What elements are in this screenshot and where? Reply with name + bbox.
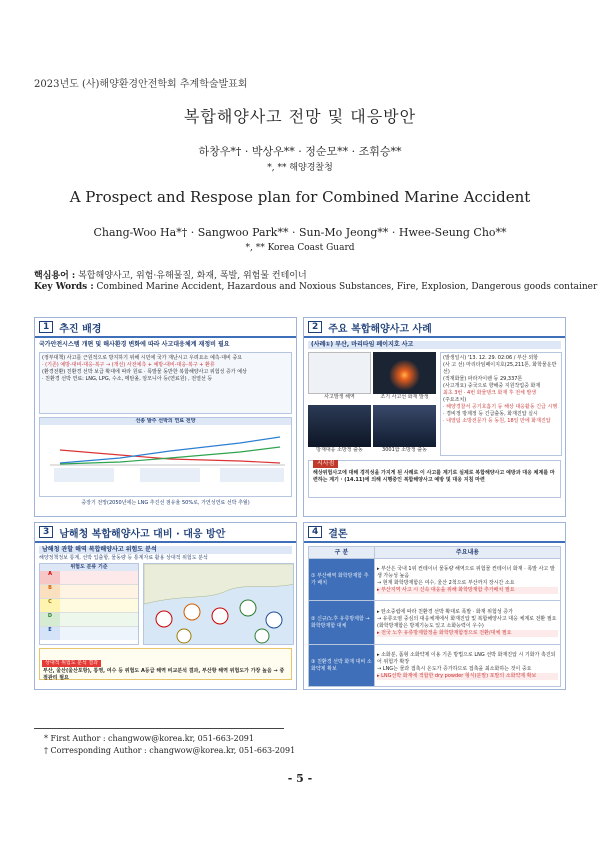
risk-map-graphic xyxy=(144,564,294,645)
map-land xyxy=(144,564,294,604)
case-actions-label: (주요조치) xyxy=(443,397,467,403)
risk-level-d xyxy=(40,613,138,627)
photo-caption: 사고발생 해역 xyxy=(324,394,355,400)
affiliation-english: *, ** Korea Coast Guard xyxy=(245,243,355,253)
case-summary-detail: 최초 3번 · 4번 화물탱크 화재 후 전체 발생 xyxy=(443,390,537,396)
keywords-english-text: Combined Marine Accident, Hazardous and Noxious Substances, Fire, Explosion, Dangerous goods container xyxy=(96,282,598,292)
photo-fire-image xyxy=(373,352,436,394)
chart-note-3 xyxy=(220,468,284,482)
panel-background xyxy=(34,317,297,517)
case-action-1: · 해양경찰서 공기호흡기 등 해상 대응활동 긴급 시행 xyxy=(443,404,558,410)
panel-title: 추진 배경 xyxy=(59,323,102,335)
risk-analysis-body xyxy=(39,563,292,645)
affiliation-korean: *, ** 해양경찰청 xyxy=(267,163,333,173)
risk-legend-title: 위험도 분류 기준 xyxy=(40,564,138,571)
background-lead: 국가안전시스템 개편 및 해사환경 변화에 따라 사고대응체계 재정비 필요 xyxy=(39,341,230,348)
row-label: ① 부산해역 화학방재함 추가 배치 xyxy=(309,559,375,601)
case-label: (사례①) 부산, 마리타임 페이지호 사고 xyxy=(308,341,561,349)
panel-title: 결론 xyxy=(328,528,348,540)
table-head-content: 주요내용 xyxy=(375,547,561,559)
keywords-korean-text: 복합해양사고, 위험·유해물질, 화재, 폭발, 위험물 컨테이너 xyxy=(78,271,307,281)
table-row xyxy=(309,601,561,645)
risk-level-d-label: D xyxy=(40,613,60,626)
panel-number: 2 xyxy=(308,321,322,333)
row-note: ▸ 부산지역 사고 시 신속 대응을 위해 화학방재함 추가배치 필요 xyxy=(377,587,558,594)
lesson-box xyxy=(308,460,561,498)
chart-note-2 xyxy=(140,468,200,482)
fuel-chart-caption: 중장기 전망(2050년에는 LNG 추진선 점유율 50%로, 가연성연료 선박 추월) xyxy=(81,500,250,506)
row-subtext: → LNG는 물과 접촉시 온도가 증가하므로 접촉을 최소화하는 것이 중요 xyxy=(377,665,532,672)
map-marker xyxy=(184,604,200,620)
table-row xyxy=(309,559,561,601)
map-marker xyxy=(177,629,191,643)
case-body xyxy=(304,352,565,456)
row-content xyxy=(375,645,561,687)
case-ship: (사 고 선) 마리타임페이지호(25,211톤, 화학물운반선) xyxy=(443,362,557,375)
map-marker xyxy=(212,608,228,624)
case-datetime: (발생일시) '13. 12. 29. 02:06 / 부산 외항 xyxy=(443,355,538,361)
fuel-chart-graphic xyxy=(40,425,292,485)
map-marker xyxy=(156,611,172,627)
photo-caption: 조기 사고선 화재 발생 xyxy=(380,394,429,400)
panel-cases xyxy=(303,317,566,517)
risk-level-b xyxy=(40,585,138,599)
background-bullets xyxy=(39,352,292,414)
row-text: ▸ 탄소중립에 따라 친환경 선박 확대로 폭발 · 화재 위험성 증가 xyxy=(377,608,513,615)
risk-level-d-desc xyxy=(60,613,138,626)
authors-korean: 하창우*† · 박상우** · 정순모** · 조휘승** xyxy=(198,145,402,158)
risk-level-e-desc xyxy=(60,627,138,640)
lesson-text: 해상위험사고에 대해 경직성을 가지게 된 사례로 이 사고를 계기로 실제로 복합해양사고 예방과 대응 체계를 마련하는 계기 · (14.11)에 의해 시행중인 복합해양사고 예방 및 대응 지침 마련 xyxy=(313,470,555,483)
table-header-row xyxy=(309,547,561,559)
page-number: - 5 - xyxy=(287,772,313,785)
bullet-fuels: · 친환경 선박 연료: LNG, LPG, 수소, 메탄올, 암모니아 등(연료원) , 전열선 등 xyxy=(42,376,213,382)
row-content xyxy=(375,601,561,645)
map-marker xyxy=(240,600,256,616)
panel-number: 3 xyxy=(39,526,53,538)
risk-legend xyxy=(39,563,139,645)
case-action-2: · 경비정 방제정 등 긴급출동, 화재진압 실시 xyxy=(443,411,538,417)
risk-level-b-label: B xyxy=(40,585,60,598)
risk-level-c xyxy=(40,599,138,613)
risk-level-a-desc xyxy=(60,571,138,584)
panel-title: 주요 복합해양사고 사례 xyxy=(328,323,432,335)
panel-response xyxy=(34,522,297,690)
photo-fire xyxy=(373,352,436,403)
title-korean: 복합해양사고 전망 및 대응방안 xyxy=(183,107,417,126)
panel-header xyxy=(304,318,565,338)
risk-map xyxy=(143,563,294,645)
photo-accident-area xyxy=(308,352,371,403)
footnote-corresponding-author: † Corresponding Author : changwow@korea.kr, 051-663-2091 xyxy=(44,746,296,755)
bullet-policy-change: · (기존) 예방-대비-대응-복구 → (개선) 사전예측 + 예방-대비-대응-복구 + 환류 xyxy=(42,362,215,368)
row-text: ▸ 소화분, 폼형 소화약제 이용 기존 방법으로 LNG 선박 화재진압 시 기화가 촉진되어 위험가 확장 xyxy=(377,651,556,665)
table-head-category: 구 분 xyxy=(309,547,375,559)
risk-level-c-label: C xyxy=(40,599,60,612)
case-info xyxy=(440,352,562,456)
risk-level-c-desc xyxy=(60,599,138,612)
fuel-chart-title: 선종 발주 선박의 연료 전망 xyxy=(40,418,291,425)
keywords-english xyxy=(34,282,597,292)
photo-response-2 xyxy=(373,405,436,456)
panel-number: 4 xyxy=(308,526,322,538)
photo-response-image xyxy=(373,405,436,447)
photo-response-1 xyxy=(308,405,371,456)
conference-header: 2023년도 (사)해양환경안전학회 추계학술발표회 xyxy=(34,79,248,90)
fuel-chart xyxy=(39,417,292,497)
risk-level-e xyxy=(40,627,138,640)
bullet-policy: (정부대책) 사고를 근원적으로 방지하기 위해 시민에 국가 재난시고 우려요소 예측·대비 중요 xyxy=(42,355,243,361)
conclusion-table xyxy=(308,546,561,687)
keywords-korean xyxy=(34,268,307,281)
risk-analysis-title: 남해청 관할 해역 복합해양사고 위험도 분석 xyxy=(39,546,292,554)
table-row xyxy=(309,645,561,687)
row-label: ② 신규/노후 유류방제함 → 화학방재함 대체 xyxy=(309,601,375,645)
authors-english: Chang-Woo Ha*† · Sangwoo Park** · Sun-Mo Jeong** · Hwee-Seung Cho** xyxy=(93,226,507,239)
panel-header xyxy=(35,523,296,543)
panel-header xyxy=(35,318,296,338)
photo-caption: 3001함 소방정 출동 xyxy=(382,447,427,453)
panel-header xyxy=(304,523,565,543)
row-note: ▸ LNG선박 화재에 적합한 dry powder 형식(분말) 포말의 소화약제 확보 xyxy=(377,673,558,680)
footnote-first-author: * First Author : changwow@korea.kr, 051-663-2091 xyxy=(44,734,254,743)
map-marker xyxy=(266,612,282,628)
risk-level-a xyxy=(40,571,138,585)
map-marker xyxy=(255,629,269,643)
panel-number: 1 xyxy=(39,321,53,333)
lesson-label: 시사점 xyxy=(313,460,338,468)
panel-conclusion xyxy=(303,522,566,690)
risk-analysis-note: 해양정책정보 통계, 선박 입출항, 물동량 등 통계자료 활용 상대적 위험도 분석 xyxy=(39,555,208,561)
title-english: A Prospect and Respose plan for Combined Marine Accident xyxy=(69,188,531,206)
risk-level-b-desc xyxy=(60,585,138,598)
row-label: ③ 친환경 선박 화재 대비 소화약제 확보 xyxy=(309,645,375,687)
photo-caption: 방재대응 소방정 출동 xyxy=(316,447,363,453)
risk-level-e-label: E xyxy=(40,627,60,640)
risk-result-label: 상대적 위험도 분석 결과 xyxy=(42,660,101,667)
row-subtext: → 유류오염 중심의 대응체계에서 화재진압 및 복합해양사고 대응 체계로 전환 필요(화학방재함은 방제기능도 있고 소화능력이 우수) xyxy=(377,615,557,629)
row-subtext: → 현재 화학방재함은 여수, 울산 2척으로 부산까지 장시간 소요 xyxy=(377,579,515,586)
chart-note-1 xyxy=(54,468,114,482)
panel-title: 남해청 복합해양사고 대비 · 대응 방안 xyxy=(59,528,226,540)
bullet-environment: (환경전환) 친환경 선박 보급 확대에 따라 원료 · 폭발물 동반한 복합해양사고 위험성 증가 예상 xyxy=(42,369,247,375)
chart-line-oil xyxy=(60,450,280,463)
footnote-divider xyxy=(34,728,284,729)
case-photos xyxy=(308,352,436,456)
case-summary: (사고개요) 중국으로 향해중 지원작업중 화재 xyxy=(443,383,541,389)
risk-result-text: 부산, 울산(울산포항), 통영, 여수 등 위험도 A등급 해역 비교분석 결과, 부산항 해역 위험도가 가장 높음 → 중점관리 필요 xyxy=(43,668,285,681)
row-text: ▸ 부산은 국내 1위 컨테이너 물동량 해역으로 위험물 컨테이너 화재 · 폭발 사고 발생 가능성 높음 xyxy=(377,565,555,579)
risk-level-a-label: A xyxy=(40,571,60,584)
case-action-3: · 내열팀 소방전문가 등 동원, 18일 만에 화재진압 xyxy=(443,418,551,424)
row-content xyxy=(375,559,561,601)
row-note: ▸ 전국 노후 유류방제함정을 화학방재함정으로 전환/대체 필요 xyxy=(377,630,558,637)
keywords-korean-label: 핵심용어 : xyxy=(34,271,76,281)
risk-result-box xyxy=(39,648,292,680)
case-cargo: (적재화물) 파라자이렌 등 29,337톤 xyxy=(443,376,523,382)
keywords-english-label: Key Words : xyxy=(34,282,94,292)
photo-response-image xyxy=(308,405,371,447)
photo-map xyxy=(308,352,371,394)
